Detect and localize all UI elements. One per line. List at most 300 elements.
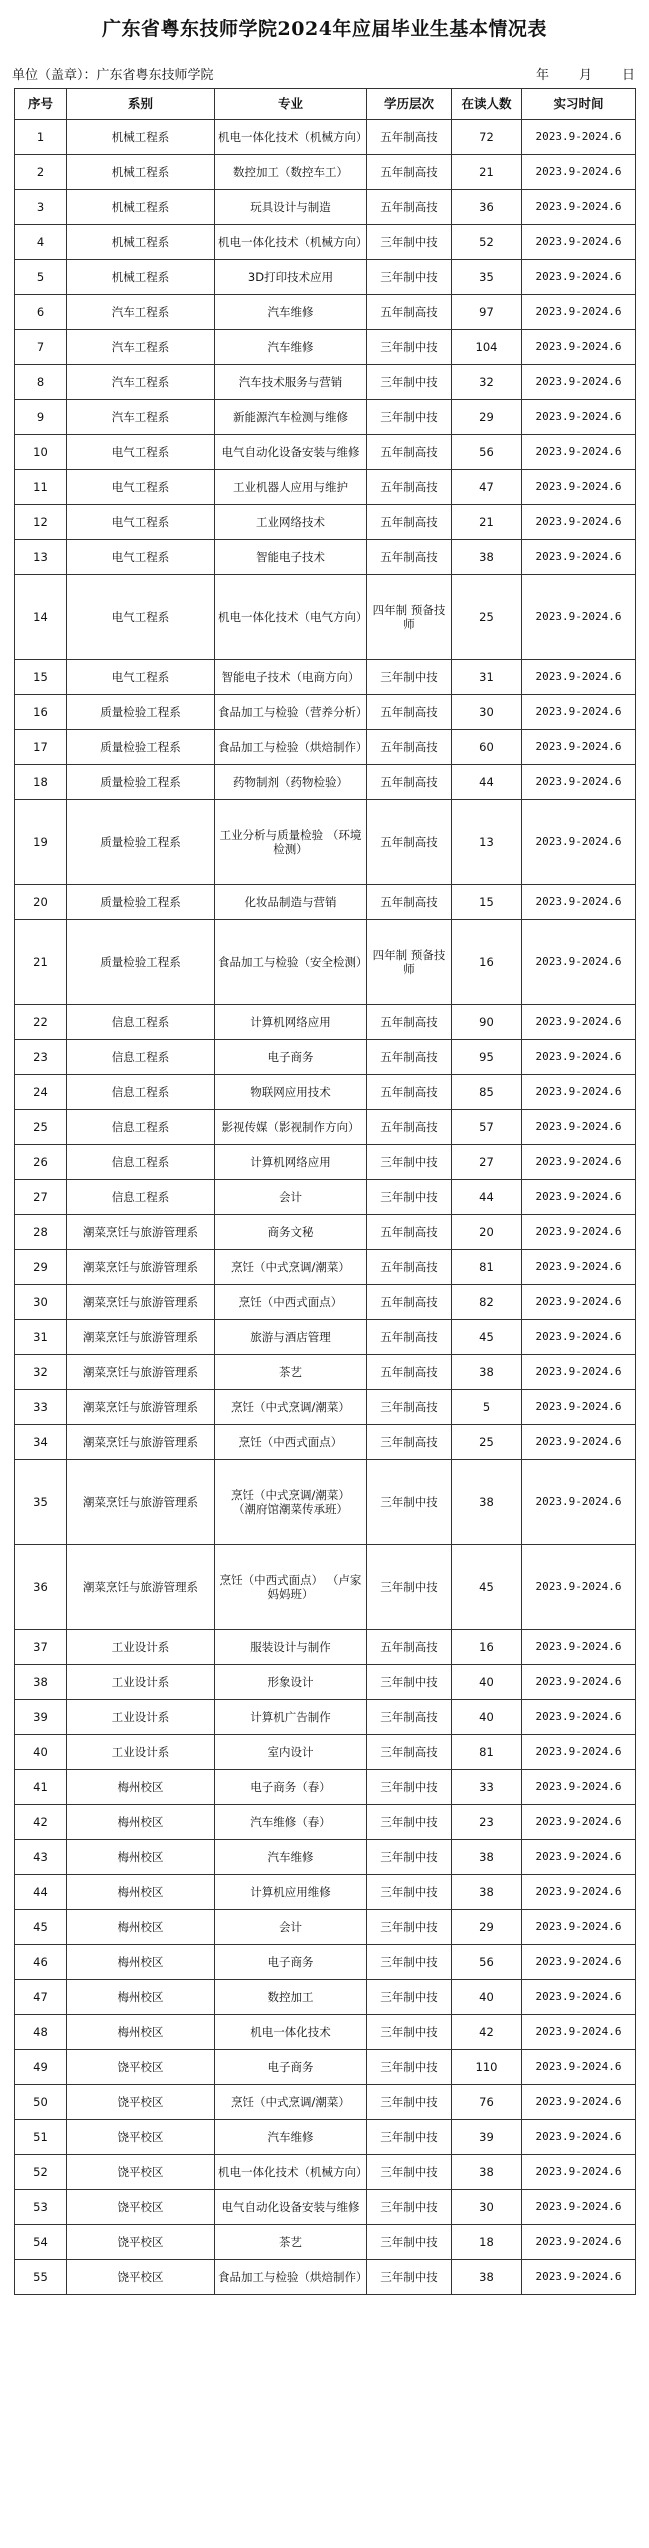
cell-major: 玩具设计与制造 (215, 190, 367, 225)
cell-major: 食品加工与检验（烘焙制作） (215, 2260, 367, 2295)
table-row (15, 1040, 636, 1075)
cell-dept: 工业设计系 (67, 1700, 215, 1735)
cell-level: 五年制高技 (367, 155, 452, 190)
cell-major: 烹饪（中式烹调/潮菜） （潮府馆潮菜传承班） (215, 1460, 367, 1545)
cell-major: 电子商务 (215, 1945, 367, 1980)
date-day-label: 日 (621, 68, 635, 83)
table-row (15, 2015, 636, 2050)
cell-dept: 梅州校区 (67, 1910, 215, 1945)
cell-level: 四年制 预备技师 (367, 575, 452, 660)
cell-dept: 机械工程系 (67, 155, 215, 190)
cell-period: 2023.9-2024.6 (522, 540, 636, 575)
cell-count: 38 (452, 2260, 522, 2295)
cell-count: 25 (452, 575, 522, 660)
cell-period: 2023.9-2024.6 (522, 765, 636, 800)
cell-count: 52 (452, 225, 522, 260)
cell-major: 烹饪（中西式面点） （卢家妈妈班） (215, 1545, 367, 1630)
table-row (15, 1005, 636, 1040)
table-row (15, 2120, 636, 2155)
cell-dept: 饶平校区 (67, 2190, 215, 2225)
cell-dept: 饶平校区 (67, 2120, 215, 2155)
cell-dept: 潮菜烹饪与旅游管理系 (67, 1425, 215, 1460)
cell-major: 药物制剂（药物检验） (215, 765, 367, 800)
cell-period: 2023.9-2024.6 (522, 505, 636, 540)
cell-dept: 饶平校区 (67, 2225, 215, 2260)
cell-level: 三年制中技 (367, 2190, 452, 2225)
cell-no: 35 (15, 1460, 67, 1545)
cell-dept: 饶平校区 (67, 2155, 215, 2190)
cell-no: 40 (15, 1735, 67, 1770)
cell-dept: 信息工程系 (67, 1005, 215, 1040)
cell-period: 2023.9-2024.6 (522, 120, 636, 155)
table-body (15, 120, 636, 2295)
cell-count: 38 (452, 1840, 522, 1875)
table-row (15, 2085, 636, 2120)
cell-period: 2023.9-2024.6 (522, 1700, 636, 1735)
cell-level: 三年制中技 (367, 1840, 452, 1875)
cell-dept: 梅州校区 (67, 2015, 215, 2050)
cell-dept: 潮菜烹饪与旅游管理系 (67, 1320, 215, 1355)
cell-period: 2023.9-2024.6 (522, 365, 636, 400)
table-row (15, 1700, 636, 1735)
cell-count: 85 (452, 1075, 522, 1110)
cell-level: 五年制高技 (367, 1285, 452, 1320)
graduates-table (14, 88, 636, 2295)
cell-level: 三年制高技 (367, 1390, 452, 1425)
cell-level: 五年制高技 (367, 190, 452, 225)
cell-period: 2023.9-2024.6 (522, 575, 636, 660)
cell-no: 16 (15, 695, 67, 730)
cell-level: 五年制高技 (367, 885, 452, 920)
cell-period: 2023.9-2024.6 (522, 800, 636, 885)
cell-count: 40 (452, 1665, 522, 1700)
cell-major: 烹饪（中式烹调/潮菜） (215, 1390, 367, 1425)
cell-level: 三年制中技 (367, 330, 452, 365)
cell-major: 电气自动化设备安装与维修 (215, 435, 367, 470)
cell-level: 三年制中技 (367, 365, 452, 400)
cell-no: 6 (15, 295, 67, 330)
cell-major: 食品加工与检验（烘焙制作） (215, 730, 367, 765)
table-row (15, 505, 636, 540)
cell-no: 1 (15, 120, 67, 155)
cell-period: 2023.9-2024.6 (522, 1250, 636, 1285)
cell-major: 电气自动化设备安装与维修 (215, 2190, 367, 2225)
cell-no: 14 (15, 575, 67, 660)
cell-no: 28 (15, 1215, 67, 1250)
cell-period: 2023.9-2024.6 (522, 435, 636, 470)
cell-no: 50 (15, 2085, 67, 2120)
cell-period: 2023.9-2024.6 (522, 1665, 636, 1700)
cell-count: 21 (452, 155, 522, 190)
cell-dept: 电气工程系 (67, 505, 215, 540)
cell-period: 2023.9-2024.6 (522, 295, 636, 330)
cell-no: 36 (15, 1545, 67, 1630)
cell-major: 茶艺 (215, 2225, 367, 2260)
table-row (15, 1425, 636, 1460)
table-row (15, 1980, 636, 2015)
cell-major: 会计 (215, 1180, 367, 1215)
cell-count: 45 (452, 1545, 522, 1630)
cell-major: 烹饪（中西式面点） (215, 1285, 367, 1320)
cell-count: 20 (452, 1215, 522, 1250)
cell-count: 56 (452, 435, 522, 470)
cell-dept: 电气工程系 (67, 575, 215, 660)
cell-dept: 潮菜烹饪与旅游管理系 (67, 1215, 215, 1250)
table-row (15, 660, 636, 695)
cell-period: 2023.9-2024.6 (522, 2015, 636, 2050)
cell-no: 41 (15, 1770, 67, 1805)
table-row (15, 1545, 636, 1630)
cell-major: 3D打印技术应用 (215, 260, 367, 295)
cell-period: 2023.9-2024.6 (522, 1875, 636, 1910)
cell-dept: 质量检验工程系 (67, 885, 215, 920)
cell-dept: 工业设计系 (67, 1665, 215, 1700)
col-header-dept: 系别 (67, 89, 215, 120)
cell-major: 计算机广告制作 (215, 1700, 367, 1735)
cell-dept: 工业设计系 (67, 1735, 215, 1770)
cell-count: 18 (452, 2225, 522, 2260)
cell-dept: 电气工程系 (67, 470, 215, 505)
cell-major: 工业分析与质量检验 （环境检测） (215, 800, 367, 885)
cell-major: 物联网应用技术 (215, 1075, 367, 1110)
cell-count: 13 (452, 800, 522, 885)
cell-dept: 梅州校区 (67, 1805, 215, 1840)
cell-level: 三年制中技 (367, 2260, 452, 2295)
cell-dept: 机械工程系 (67, 190, 215, 225)
cell-dept: 质量检验工程系 (67, 920, 215, 1005)
table-row (15, 1355, 636, 1390)
cell-count: 29 (452, 400, 522, 435)
table-row (15, 575, 636, 660)
cell-period: 2023.9-2024.6 (522, 1110, 636, 1145)
cell-count: 44 (452, 765, 522, 800)
cell-dept: 机械工程系 (67, 120, 215, 155)
cell-count: 57 (452, 1110, 522, 1145)
table-row (15, 1630, 636, 1665)
cell-count: 31 (452, 660, 522, 695)
cell-major: 茶艺 (215, 1355, 367, 1390)
cell-count: 44 (452, 1180, 522, 1215)
cell-dept: 汽车工程系 (67, 400, 215, 435)
cell-major: 智能电子技术（电商方向） (215, 660, 367, 695)
cell-major: 电子商务（春） (215, 1770, 367, 1805)
graduates-table-container (14, 88, 635, 2295)
cell-no: 17 (15, 730, 67, 765)
cell-period: 2023.9-2024.6 (522, 1355, 636, 1390)
cell-level: 五年制高技 (367, 730, 452, 765)
table-row (15, 1250, 636, 1285)
cell-no: 42 (15, 1805, 67, 1840)
cell-count: 25 (452, 1425, 522, 1460)
cell-count: 40 (452, 1700, 522, 1735)
cell-period: 2023.9-2024.6 (522, 190, 636, 225)
table-row (15, 885, 636, 920)
cell-level: 三年制中技 (367, 2120, 452, 2155)
cell-period: 2023.9-2024.6 (522, 1840, 636, 1875)
cell-count: 42 (452, 2015, 522, 2050)
cell-level: 三年制高技 (367, 1425, 452, 1460)
cell-period: 2023.9-2024.6 (522, 400, 636, 435)
cell-period: 2023.9-2024.6 (522, 2085, 636, 2120)
cell-level: 五年制高技 (367, 1110, 452, 1145)
col-header-level: 学历层次 (367, 89, 452, 120)
table-row (15, 1180, 636, 1215)
cell-count: 16 (452, 920, 522, 1005)
cell-period: 2023.9-2024.6 (522, 1630, 636, 1665)
table-row (15, 2260, 636, 2295)
cell-dept: 饶平校区 (67, 2085, 215, 2120)
cell-no: 11 (15, 470, 67, 505)
cell-period: 2023.9-2024.6 (522, 2050, 636, 2085)
cell-no: 13 (15, 540, 67, 575)
cell-period: 2023.9-2024.6 (522, 660, 636, 695)
cell-count: 23 (452, 1805, 522, 1840)
table-row (15, 400, 636, 435)
cell-major: 机电一体化技术（机械方向） (215, 120, 367, 155)
cell-no: 8 (15, 365, 67, 400)
cell-no: 43 (15, 1840, 67, 1875)
cell-count: 38 (452, 1355, 522, 1390)
cell-level: 五年制高技 (367, 1215, 452, 1250)
cell-major: 机电一体化技术 (215, 2015, 367, 2050)
cell-no: 49 (15, 2050, 67, 2085)
cell-count: 38 (452, 1875, 522, 1910)
cell-period: 2023.9-2024.6 (522, 1735, 636, 1770)
table-row (15, 1390, 636, 1425)
cell-period: 2023.9-2024.6 (522, 2260, 636, 2295)
table-row (15, 920, 636, 1005)
cell-no: 51 (15, 2120, 67, 2155)
cell-dept: 潮菜烹饪与旅游管理系 (67, 1460, 215, 1545)
cell-no: 29 (15, 1250, 67, 1285)
cell-count: 5 (452, 1390, 522, 1425)
cell-no: 34 (15, 1425, 67, 1460)
cell-level: 五年制高技 (367, 295, 452, 330)
table-row (15, 1770, 636, 1805)
cell-level: 三年制中技 (367, 1145, 452, 1180)
cell-dept: 汽车工程系 (67, 365, 215, 400)
cell-no: 3 (15, 190, 67, 225)
cell-major: 机电一体化技术（机械方向） (215, 2155, 367, 2190)
cell-dept: 信息工程系 (67, 1075, 215, 1110)
cell-level: 三年制中技 (367, 1770, 452, 1805)
table-row (15, 330, 636, 365)
cell-no: 54 (15, 2225, 67, 2260)
cell-level: 三年制中技 (367, 1945, 452, 1980)
cell-period: 2023.9-2024.6 (522, 1215, 636, 1250)
col-header-period: 实习时间 (522, 89, 636, 120)
cell-count: 76 (452, 2085, 522, 2120)
cell-count: 15 (452, 885, 522, 920)
cell-no: 26 (15, 1145, 67, 1180)
cell-level: 三年制中技 (367, 225, 452, 260)
table-row (15, 540, 636, 575)
cell-dept: 潮菜烹饪与旅游管理系 (67, 1390, 215, 1425)
cell-no: 18 (15, 765, 67, 800)
cell-no: 4 (15, 225, 67, 260)
cell-dept: 潮菜烹饪与旅游管理系 (67, 1285, 215, 1320)
cell-count: 90 (452, 1005, 522, 1040)
table-row (15, 155, 636, 190)
cell-level: 三年制高技 (367, 1700, 452, 1735)
cell-count: 16 (452, 1630, 522, 1665)
cell-major: 汽车技术服务与营销 (215, 365, 367, 400)
cell-level: 五年制高技 (367, 1630, 452, 1665)
cell-major: 烹饪（中式烹调/潮菜） (215, 2085, 367, 2120)
cell-period: 2023.9-2024.6 (522, 2120, 636, 2155)
cell-period: 2023.9-2024.6 (522, 1005, 636, 1040)
cell-count: 82 (452, 1285, 522, 1320)
cell-major: 汽车维修 (215, 2120, 367, 2155)
cell-count: 32 (452, 365, 522, 400)
cell-major: 汽车维修（春） (215, 1805, 367, 1840)
cell-major: 食品加工与检验（营养分析） (215, 695, 367, 730)
cell-level: 五年制高技 (367, 120, 452, 155)
cell-count: 33 (452, 1770, 522, 1805)
cell-level: 五年制高技 (367, 1250, 452, 1285)
date-fields (536, 64, 635, 83)
table-row (15, 2190, 636, 2225)
cell-level: 五年制高技 (367, 765, 452, 800)
table-row (15, 470, 636, 505)
cell-period: 2023.9-2024.6 (522, 1040, 636, 1075)
cell-count: 27 (452, 1145, 522, 1180)
cell-major: 汽车维修 (215, 330, 367, 365)
cell-major: 电子商务 (215, 2050, 367, 2085)
cell-dept: 工业设计系 (67, 1630, 215, 1665)
cell-level: 五年制高技 (367, 1355, 452, 1390)
table-row (15, 1945, 636, 1980)
cell-count: 81 (452, 1735, 522, 1770)
table-row (15, 1805, 636, 1840)
cell-count: 72 (452, 120, 522, 155)
cell-count: 47 (452, 470, 522, 505)
cell-major: 新能源汽车检测与维修 (215, 400, 367, 435)
cell-dept: 信息工程系 (67, 1040, 215, 1075)
table-row (15, 1735, 636, 1770)
cell-dept: 机械工程系 (67, 260, 215, 295)
cell-dept: 饶平校区 (67, 2050, 215, 2085)
cell-period: 2023.9-2024.6 (522, 2225, 636, 2260)
cell-major: 室内设计 (215, 1735, 367, 1770)
table-row (15, 730, 636, 765)
cell-count: 40 (452, 1980, 522, 2015)
cell-count: 36 (452, 190, 522, 225)
cell-major: 会计 (215, 1910, 367, 1945)
cell-count: 38 (452, 1460, 522, 1545)
cell-period: 2023.9-2024.6 (522, 2155, 636, 2190)
cell-count: 45 (452, 1320, 522, 1355)
cell-dept: 信息工程系 (67, 1180, 215, 1215)
cell-major: 商务文秘 (215, 1215, 367, 1250)
cell-dept: 梅州校区 (67, 1980, 215, 2015)
table-row (15, 190, 636, 225)
cell-no: 12 (15, 505, 67, 540)
cell-period: 2023.9-2024.6 (522, 1910, 636, 1945)
cell-major: 机电一体化技术（电气方向） (215, 575, 367, 660)
cell-no: 47 (15, 1980, 67, 2015)
cell-period: 2023.9-2024.6 (522, 1545, 636, 1630)
table-row (15, 1460, 636, 1545)
cell-no: 55 (15, 2260, 67, 2295)
cell-dept: 梅州校区 (67, 1840, 215, 1875)
cell-period: 2023.9-2024.6 (522, 1805, 636, 1840)
cell-level: 三年制中技 (367, 1980, 452, 2015)
cell-dept: 电气工程系 (67, 540, 215, 575)
cell-dept: 质量检验工程系 (67, 765, 215, 800)
cell-period: 2023.9-2024.6 (522, 1425, 636, 1460)
cell-level: 四年制 预备技师 (367, 920, 452, 1005)
cell-major: 数控加工（数控车工） (215, 155, 367, 190)
cell-no: 10 (15, 435, 67, 470)
date-month-label: 月 (578, 68, 592, 83)
table-row (15, 1320, 636, 1355)
cell-period: 2023.9-2024.6 (522, 155, 636, 190)
table-row (15, 120, 636, 155)
cell-dept: 梅州校区 (67, 1770, 215, 1805)
cell-dept: 质量检验工程系 (67, 730, 215, 765)
cell-period: 2023.9-2024.6 (522, 695, 636, 730)
cell-level: 五年制高技 (367, 695, 452, 730)
cell-no: 39 (15, 1700, 67, 1735)
cell-major: 电子商务 (215, 1040, 367, 1075)
table-row (15, 2050, 636, 2085)
cell-no: 20 (15, 885, 67, 920)
table-row (15, 1840, 636, 1875)
cell-no: 23 (15, 1040, 67, 1075)
cell-level: 三年制中技 (367, 1180, 452, 1215)
cell-major: 汽车维修 (215, 295, 367, 330)
table-row (15, 800, 636, 885)
cell-major: 影视传媒（影视制作方向） (215, 1110, 367, 1145)
cell-count: 60 (452, 730, 522, 765)
cell-major: 计算机网络应用 (215, 1145, 367, 1180)
cell-dept: 饶平校区 (67, 2260, 215, 2295)
cell-no: 46 (15, 1945, 67, 1980)
cell-major: 机电一体化技术（机械方向） (215, 225, 367, 260)
cell-major: 工业机器人应用与维护 (215, 470, 367, 505)
cell-no: 53 (15, 2190, 67, 2225)
cell-no: 33 (15, 1390, 67, 1425)
cell-period: 2023.9-2024.6 (522, 1945, 636, 1980)
cell-no: 45 (15, 1910, 67, 1945)
table-row (15, 2225, 636, 2260)
cell-level: 五年制高技 (367, 470, 452, 505)
table-row (15, 1075, 636, 1110)
cell-count: 110 (452, 2050, 522, 2085)
cell-no: 31 (15, 1320, 67, 1355)
table-row (15, 2155, 636, 2190)
cell-no: 25 (15, 1110, 67, 1145)
cell-major: 食品加工与检验（安全检测） (215, 920, 367, 1005)
cell-period: 2023.9-2024.6 (522, 1180, 636, 1215)
table-row (15, 1875, 636, 1910)
cell-level: 五年制高技 (367, 1320, 452, 1355)
cell-period: 2023.9-2024.6 (522, 1980, 636, 2015)
cell-no: 15 (15, 660, 67, 695)
cell-period: 2023.9-2024.6 (522, 1460, 636, 1545)
cell-level: 三年制中技 (367, 1875, 452, 1910)
cell-level: 五年制高技 (367, 1005, 452, 1040)
col-header-no: 序号 (15, 89, 67, 120)
cell-level: 三年制中技 (367, 660, 452, 695)
cell-level: 五年制高技 (367, 540, 452, 575)
cell-dept: 潮菜烹饪与旅游管理系 (67, 1250, 215, 1285)
cell-no: 48 (15, 2015, 67, 2050)
cell-no: 38 (15, 1665, 67, 1700)
cell-level: 三年制中技 (367, 1460, 452, 1545)
cell-no: 30 (15, 1285, 67, 1320)
